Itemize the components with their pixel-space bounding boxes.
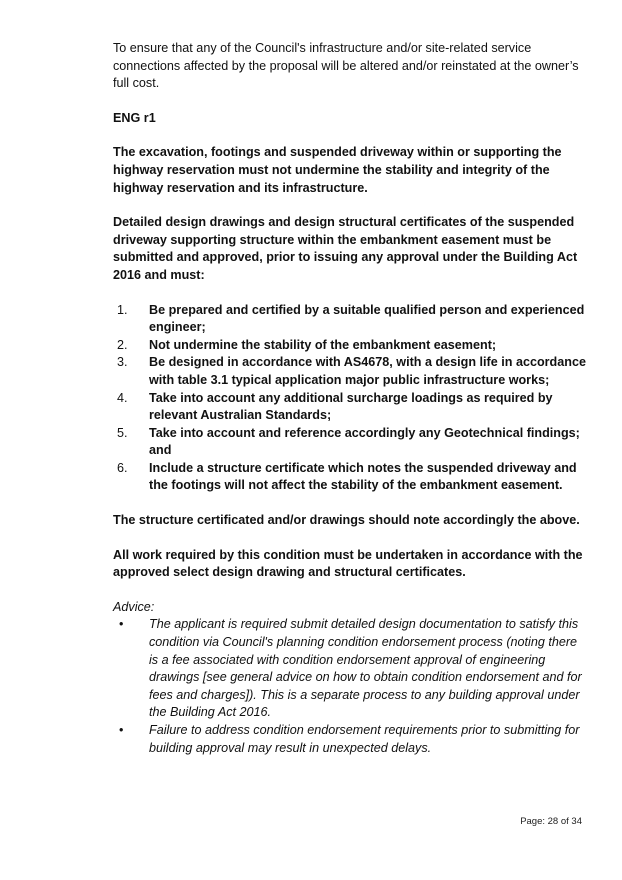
condition-heading: ENG r1 <box>113 110 156 125</box>
bullet-icon: • <box>119 723 124 737</box>
bullet-icon: • <box>119 617 124 632</box>
requirements-list <box>113 302 589 496</box>
page-content <box>113 40 589 757</box>
structure-certificate-paragraph: The structure certificated and/or drawings should note accordingly the above. <box>113 513 580 528</box>
list-item <box>113 425 589 460</box>
list-number: 4. <box>117 390 128 405</box>
list-item <box>113 354 589 389</box>
list-number: 2. <box>117 337 128 352</box>
list-item <box>113 302 589 337</box>
list-number: 1. <box>117 302 128 317</box>
advice-label: Advice: <box>113 599 155 614</box>
design-drawings-paragraph: Detailed design drawings and design structural certificates of the suspended driveway supporting structure within the embankment easement must be submitted and approved, prior to issuing any approval under the Building Act 2016 and must: <box>113 215 578 282</box>
list-number: 3. <box>117 355 128 370</box>
list-text: Take into account any additional surcharge loadings as required by relevant Australian Standards; <box>149 390 553 423</box>
list-text: Take into account and reference accordingly any Geotechnical findings; and <box>149 425 580 458</box>
list-text: Not undermine the stability of the embankment easement; <box>149 337 497 352</box>
advice-text: Failure to address condition endorsement requirements prior to submitting for building approval may result in unexpected delays. <box>149 723 580 755</box>
list-item <box>113 616 589 722</box>
list-text: Be prepared and certified by a suitable qualified person and experienced engineer; <box>149 302 585 335</box>
list-item <box>113 390 589 425</box>
list-number: 5. <box>117 425 128 440</box>
page-number: Page: 28 of 34 <box>520 816 582 827</box>
advice-list <box>113 616 589 757</box>
work-requirement-paragraph: All work required by this condition must be undertaken in accordance with the approved select design drawing and structural certificates. <box>113 547 583 580</box>
list-item <box>113 460 589 495</box>
stability-paragraph: The excavation, footings and suspended driveway within or supporting the highway reservation must not undermine the stability and integrity of the highway reservation and its infrastructure. <box>113 145 562 195</box>
list-item <box>113 722 589 757</box>
intro-paragraph: To ensure that any of the Council's infrastructure and/or site-related service connections affected by the proposal will be altered and/or reinstated at the owner’s full cost. <box>113 41 579 91</box>
list-number: 6. <box>117 460 128 475</box>
list-item <box>113 337 589 355</box>
list-text: Include a structure certificate which notes the suspended driveway and the footings will not affect the stability of the embankment easement. <box>149 460 577 493</box>
list-text: Be designed in accordance with AS4678, with a design life in accordance with table 3.1 typical application major public infrastructure works; <box>149 355 586 387</box>
advice-text: The applicant is required submit detailed design documentation to satisfy this condition via Council's planning condition endorsement process (noting there is a fee associated with condition endorsement approval of engineering drawings [see general advice on how to obtain condition endorsement and for fees and charges]). This is a separate process to any building approval under the Building Act 2016. <box>149 617 582 720</box>
